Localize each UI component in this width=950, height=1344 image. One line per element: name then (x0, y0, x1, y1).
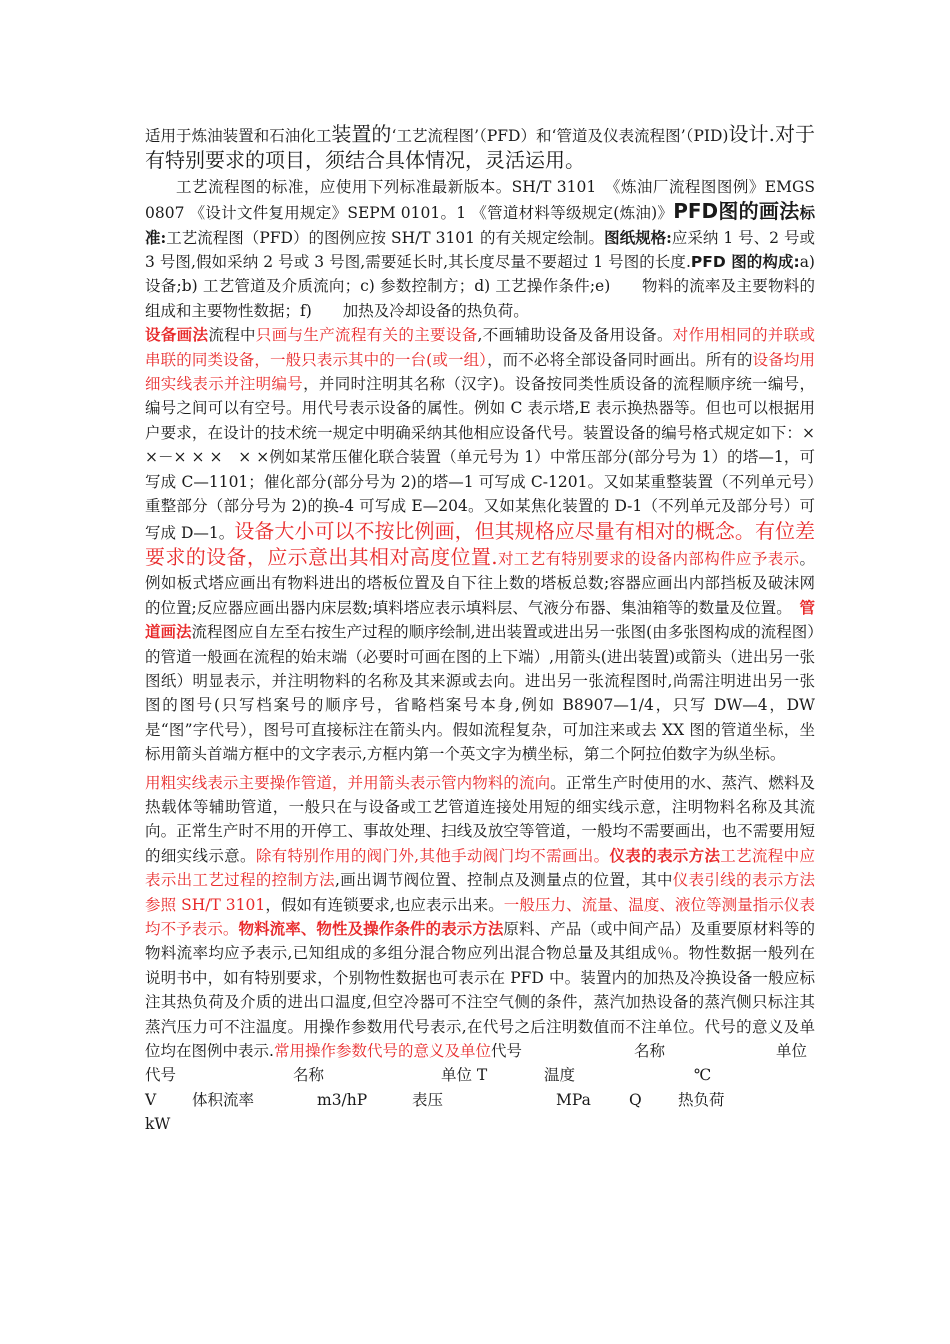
material-flow-text: 原料、产品（或中间产品）及重要原材料等的物料流率均应予表示,已知组成的多组分混合物应列出混合物总量及其组成％。物性数据一般列在说明书中，如有特别要求，个别物性数据也可表示在 PFD 中。装置内的加热及冷换设备一般应标注其热负荷及介质的进出口温度,但空冷器可不注空气侧的条件，蒸汽加热设备的蒸汽侧只标注其蒸汽压力可不注温度。用操作参数用代号表示,在代号之后注明数值而不注单位。代号的意义及单位均在图例中表示. (145, 920, 815, 1061)
equipment-text-5: 。例如板式塔应画出有物料进出的塔板位置及自下往上数的塔板总数;容器应画出内部挡板及破沫网的位置;反应器应画出器内床层数;填料塔应表示填料层、气液分布器、集油箱等的数量及位置。 (145, 549, 815, 617)
equipment-highlight-3: 设备均用细实线表示并注明编号 (145, 350, 815, 394)
material-flow-heading: 物料流率、物性及操作条件的表示方法 (238, 919, 504, 938)
param-row-1 (145, 1063, 815, 1087)
scope-text-large: 装置的 (331, 122, 392, 146)
paragraph-standards (145, 175, 815, 323)
equipment-text-2: ,不画辅助设备及备用设备。 (477, 326, 673, 345)
param-name-cell: 体积流率 (192, 1090, 255, 1109)
equipment-text-4: ，并同时注明其名称（汉字)。设备按同类性质设备的流程顺序统一编号，编号之间可以有空号。用代号表示设备的属性。例如 C 表示塔,E 表示换热器等。但也可以根据用户要求，在设计的技术统一规定中明确采纳其他相应设备代号。装置设备的编号格式规定如下：× ×－× × × × ×例如某常压催化联合装置（单元号为 1）中常压部分(部分号为 1）的塔—1，可写成 C—1101；催化部分(部分号为 2)的塔—1 可写成 C-1201。又如某重整装置（不列单元号）重整部分（部分号为 2)的换-4 可写成 E—204。又如某焦化装置的 D-1（不列单元及部分号）可写成 D—1。 (145, 375, 815, 542)
drawing-size-text: 应采纳 1 号、2 号或 3 号图,假如采纳 2 号或 3 号图,需要延长时,其长度尽量不要超过 1 号图的长度. (145, 228, 815, 272)
param-header-name: 名称 (633, 1042, 665, 1061)
standards-text: 工艺流程图的标准，应使用下列标准最新版本。SH/T 3101 《炼油厂流程图图例》EMGS 0807 《设计文件复用规定》SEPM 0101。1 《管道材料等级规定(炼油)》 (145, 177, 815, 223)
param-name-cell: 温度 (544, 1066, 576, 1085)
param-name-cell: 表压 (412, 1090, 444, 1109)
document-body (145, 122, 815, 1137)
standard-text: 工艺流程图（PFD）的图例应按 SH/T 3101 的有关规定绘制。 (166, 228, 605, 247)
param-header-code: 代号 (490, 1042, 522, 1061)
param-name-cell: 名称 (293, 1066, 325, 1085)
instrument-highlight-1: 工艺流程中应表示出工艺过程的控制方法 (145, 846, 815, 890)
param-unit-cell: MPa (556, 1090, 591, 1109)
equipment-highlight-2: 对作用相同的并联或串联的同类设备，一般只表示其中的一台(或一组） (145, 326, 815, 369)
param-unit-cell: m3/hP (317, 1090, 368, 1109)
equipment-highlight-4: 对工艺有特别要求的设备内部构件应予表示 (497, 549, 800, 568)
valve-highlight: 除有特别作用的阀门外,其他手动阀门均不需画出。 (255, 846, 610, 865)
pfd-drawing-method-heading: PFD图的画法 (673, 199, 800, 224)
equipment-text-3: ，而不必将全部设备同时画出。所有的 (487, 350, 753, 369)
equipment-method-heading: 设备画法 (145, 325, 209, 345)
param-code-cell: V (145, 1090, 157, 1109)
pfd-composition-text: a) 设备;b) 工艺管道及介质流向；c) 参数控制方；d) 工艺操作条件;e) 物料的流率及主要物料的组成和主要物性数据；f) 加热及冷却设备的热负荷。 (145, 253, 815, 320)
instrument-method-heading: 仪表的表示方法 (609, 845, 721, 865)
scope-text: 适用于炼油装置和石油化工 (145, 127, 332, 145)
instrument-highlight-3: 一般压力、流量、温度、液位等测量指示仪表均不予表示。 (145, 895, 815, 938)
scope-text-pfd-pid: ‘工艺流程图’（PFD）和‘管道及仪表流程图’（PID) (391, 127, 729, 145)
instrument-text-2: ，假如有连锁要求,也应表示出来。 (265, 895, 504, 914)
instrument-text-1: ,画出调节阀位置、控制点及测量点的位置，其中 (335, 871, 673, 890)
param-code-cell: Q (629, 1090, 642, 1109)
param-code-heading: 常用操作参数代号的意义及单位 (273, 1042, 491, 1061)
equipment-text-1: 流程中 (208, 326, 256, 345)
param-unit-cell: kW (145, 1115, 171, 1134)
pipe-method-text: 流程图应自左至右按生产过程的顺序绘制,进出装置或进出另一张图(由多张图构成的流程图）的管道一般画在流程的始末端（必要时可画在图的上下端）,用箭头(进出装置)或箭头（进出另一张图纸）明显表示，并注明物料的名称及其来源或去向。进出另一张流程图时,尚需注明进出另一张图的图号(只写档案号的顺序号，省略档案号本身,例如 B8907—1/4，只写 DW—4，DW 是“图”字代号），图号可直接标注在箭头内。假如流程复杂，可加注来或去 XX 图的管道坐标，坐标用箭头首端方框中的文字表示,方框内第一个英文字为横坐标，第二个阿拉伯数字为纵坐标。 (145, 623, 815, 764)
param-unit-cell: 单位 T (441, 1066, 488, 1085)
equipment-highlight-1: 只画与生产流程有关的主要设备 (255, 326, 478, 345)
pfd-composition-label: PFD 图的构成: (690, 253, 800, 272)
pipe-method-heading: 管道画法 (145, 597, 815, 642)
param-name-cell: 热负荷 (678, 1090, 725, 1109)
param-header-unit: 单位 (775, 1042, 807, 1061)
scope-text-design: 设计.对于有特别要求的项目，须结合具体情况，灵活运用。 (145, 122, 815, 173)
param-row-2 (145, 1088, 815, 1112)
param-unit-cell: ℃ (694, 1066, 712, 1085)
param-row-3 (145, 1112, 815, 1136)
main-pipe-highlight: 用粗实线表示主要操作管道，并用箭头表示管内物料的流向 (145, 773, 551, 792)
drawing-size-label: 图纸规格: (604, 227, 672, 247)
standard-label: 标准: (145, 203, 815, 247)
aux-pipe-text: 。正常生产时使用的水、蒸汽、燃料及热载体等辅助管道，一般只在与设备或工艺管道连接处用短的细实线示意，注明物料名称及其流向。正常生产时不用的开停工、事故处理、扫线及放空等管道，一般均不需要画出，也不需要用短的细实线示意。 (145, 773, 815, 865)
paragraph-scope (145, 122, 815, 175)
equipment-highlight-large: 设备大小可以不按比例画，但其规格应尽量有相对的概念。有位差要求的设备，应示意出其相对高度位置. (145, 518, 816, 569)
param-code-cell: 代号 (145, 1066, 177, 1085)
instrument-highlight-2: 仪表引线的表示方法参照 SH/T 3101 (145, 871, 815, 914)
paragraph-pipes-instruments (145, 771, 815, 1064)
paragraph-equipment (145, 323, 815, 766)
